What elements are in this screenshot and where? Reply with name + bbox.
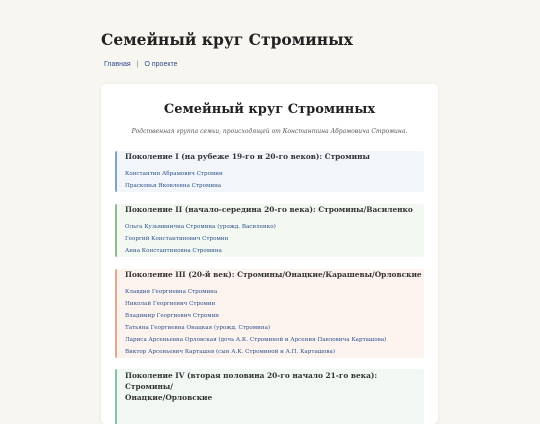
card-subtitle: Родственная группа семьи, происходящей от Константина Абрамовича Стромина. bbox=[131, 128, 408, 135]
generation-1-section bbox=[115, 151, 424, 192]
generation-3-title: Поколение III (20-й век): Стромины/Онацкие/Карашевы/Орловские bbox=[125, 270, 422, 279]
member-link[interactable]: Лариса Арсеньевна Орловская (дочь А.К. Строминой и Арсения Павловича Карташова) bbox=[125, 337, 387, 343]
generation-4-title-line1: Поколение IV (вторая половина 20-го начало 21-го века): Стромины/ bbox=[125, 371, 378, 391]
generation-4-title-line2: Онацкие/Орловские bbox=[125, 393, 213, 402]
member-link[interactable]: Анна Константиновна Стромина bbox=[125, 248, 222, 254]
nav-link-home[interactable]: Главная bbox=[104, 61, 131, 68]
generation-4-title bbox=[125, 369, 424, 403]
member-link[interactable]: Николай Георгиевич Стромин bbox=[125, 301, 216, 307]
top-nav bbox=[104, 61, 178, 68]
generation-4-section bbox=[115, 369, 424, 424]
member-link[interactable]: Константин Абрамович Стромин bbox=[125, 171, 223, 177]
generation-2-members bbox=[125, 221, 424, 257]
nav-link-about[interactable]: О проекте bbox=[144, 61, 178, 68]
generation-2-section bbox=[115, 204, 424, 257]
member-link[interactable]: Прасковья Яковлевна Стромина bbox=[125, 183, 222, 189]
site-title: Семейный круг Строминых bbox=[101, 30, 353, 49]
member-link[interactable]: Ольга Кузьминична Стромина (урожд. Василенко) bbox=[125, 224, 276, 230]
member-link[interactable]: Татьяна Георгиевна Онацкая (урожд. Стромина) bbox=[125, 325, 271, 331]
member-link[interactable]: Владимир Георгиевич Стромин bbox=[125, 313, 220, 319]
member-link[interactable]: Георгий Константинович Стромин bbox=[125, 236, 229, 242]
card-title: Семейный круг Строминых bbox=[163, 102, 376, 117]
generation-1-members bbox=[125, 168, 424, 192]
generation-1-title: Поколение I (на рубеже 19-го и 20-го веков): Стромины bbox=[125, 152, 370, 161]
member-link[interactable]: Клавдия Георгиевна Стромина bbox=[125, 289, 218, 295]
generation-3-members bbox=[125, 286, 424, 358]
nav-separator: | bbox=[136, 61, 139, 68]
generation-3-section bbox=[115, 269, 424, 358]
member-link[interactable]: Виктор Арсеньевич Карташев (сын А.К. Строминой и А.П. Карташова) bbox=[125, 349, 336, 355]
generation-2-title: Поколение II (начало-середина 20-го века): Стромины/Василенко bbox=[125, 205, 413, 214]
content-card bbox=[101, 84, 438, 424]
